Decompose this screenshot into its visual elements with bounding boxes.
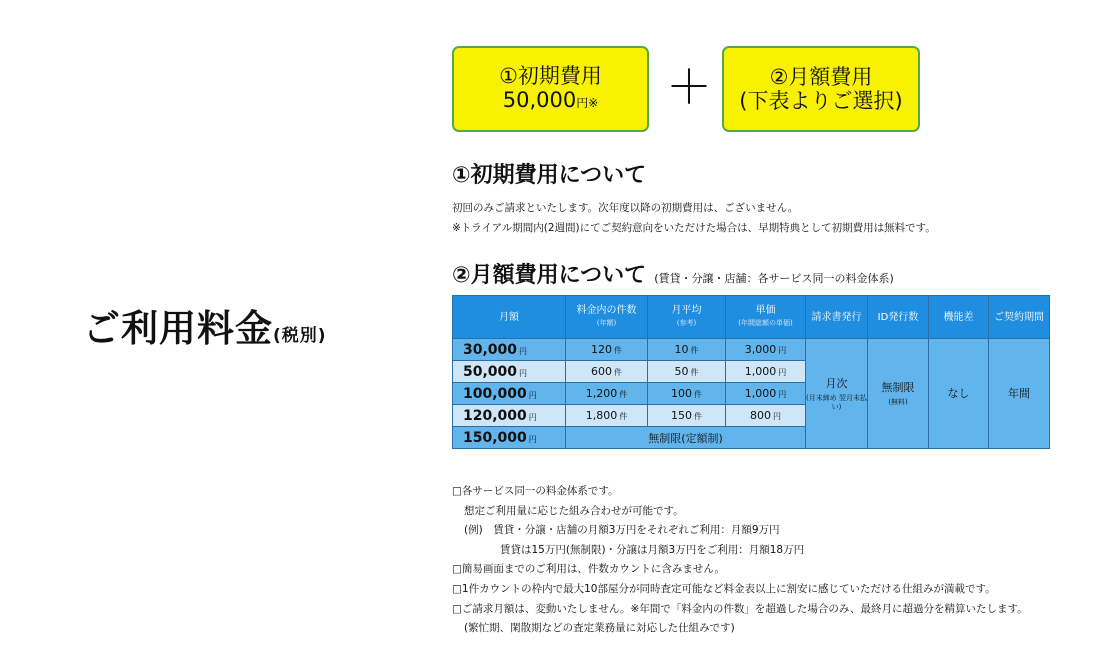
initial-fee-label: ①初期費用 [499, 63, 602, 88]
row-price: 800 円 [726, 405, 806, 427]
header-id-count: ID発行数 [868, 296, 929, 339]
section2-title [452, 258, 894, 289]
invoice-cell: 月次 (月末締め 翌月末払い) [806, 339, 868, 449]
row-avg: 50 件 [648, 361, 726, 383]
header-invoice: 請求書発行 [806, 296, 868, 339]
section1-title: ①初期費用について [452, 163, 647, 188]
row-price: 3,000 円 [726, 339, 806, 361]
section2-title-text: ②月額費用について [452, 263, 647, 288]
monthly-fee-box [722, 46, 920, 132]
note-line: □ご請求月額は、変動いたしません。※年間で「料金内の件数」を超過した場合のみ、最終月に超過分を精算いたします。 [452, 602, 1028, 615]
note-line: □1件カウントの枠内で最大10部屋分が同時査定可能など料金表以上に割安に感じていただける仕組みが満載です。 [452, 582, 996, 595]
header-monthly-fee: 月額 [453, 296, 566, 339]
initial-fee-unit: 円※ [576, 95, 599, 110]
header-count: 料金内の件数 (年額) [566, 296, 648, 339]
header-monthly-avg: 月平均 (参考) [648, 296, 726, 339]
notes-block [452, 482, 1028, 639]
row-count: 1,800 件 [566, 405, 648, 427]
row-avg: 150 件 [648, 405, 726, 427]
note-line: 賃貸は15万円(無制限)・分譲は月額3万円をご利用：月額18万円 [500, 543, 805, 556]
initial-fee-amount: 50,000 [502, 87, 577, 112]
unlimited-cell: 無制限(定額制) [566, 427, 806, 449]
id-count-cell: 無制限 (無料) [868, 339, 929, 449]
table-header-row [453, 296, 1050, 339]
row-avg: 100 件 [648, 383, 726, 405]
pricing-table [452, 295, 1050, 449]
page-title-main: ご利用料金 [83, 307, 273, 350]
row-amount: 150,000 円 [453, 427, 566, 449]
note-line: (例) 賃貸・分譲・店舗の月額3万円をそれぞれご利用：月額9万円 [464, 524, 780, 537]
note-line: (繁忙期、閑散期などの査定業務量に対応した仕組みです) [464, 622, 735, 635]
section1-body [452, 198, 936, 238]
row-price: 1,000 円 [726, 383, 806, 405]
page-title-tax-note: (税別) [273, 326, 327, 346]
note-line: 想定ご利用量に応じた組み合わせが可能です。 [464, 504, 684, 517]
initial-fee-amount-line [454, 88, 647, 115]
feature-diff-cell: なし [929, 339, 989, 449]
page-title [83, 298, 327, 352]
row-count: 1,200 件 [566, 383, 648, 405]
row-avg: 10 件 [648, 339, 726, 361]
note-line: □簡易画面までのご利用は、件数カウントに含みません。 [452, 563, 726, 576]
monthly-fee-label: ②月額費用 [769, 65, 873, 89]
plus-sign: ＋ [666, 60, 712, 114]
header-feature-diff: 機能差 [929, 296, 989, 339]
row-amount: 30,000 円 [453, 339, 566, 361]
monthly-fee-note: (下表よりご選択) [739, 89, 903, 113]
row-amount: 100,000 円 [453, 383, 566, 405]
row-amount: 120,000 円 [453, 405, 566, 427]
header-contract-term: ご契約期間 [989, 296, 1050, 339]
section1-line: 初回のみご請求といたします。次年度以降の初期費用は、ございません。 [452, 202, 799, 214]
contract-term-cell: 年間 [989, 339, 1050, 449]
row-count: 120 件 [566, 339, 648, 361]
row-count: 600 件 [566, 361, 648, 383]
initial-fee-box [452, 46, 649, 132]
section2-subtitle: (賃貸・分譲・店舗：各サービス同一の料金体系) [654, 272, 894, 285]
table-row [453, 339, 1050, 361]
row-price: 1,000 円 [726, 361, 806, 383]
row-amount: 50,000 円 [453, 361, 566, 383]
note-line: □各サービス同一の料金体系です。 [452, 485, 619, 497]
section1-line: ※トライアル期間内(2週間)にてご契約意向をいただけた場合は、早期特典として初期費用は無料です。 [452, 222, 936, 234]
header-unit-price: 単価 (年間総額の単価) [726, 296, 806, 339]
